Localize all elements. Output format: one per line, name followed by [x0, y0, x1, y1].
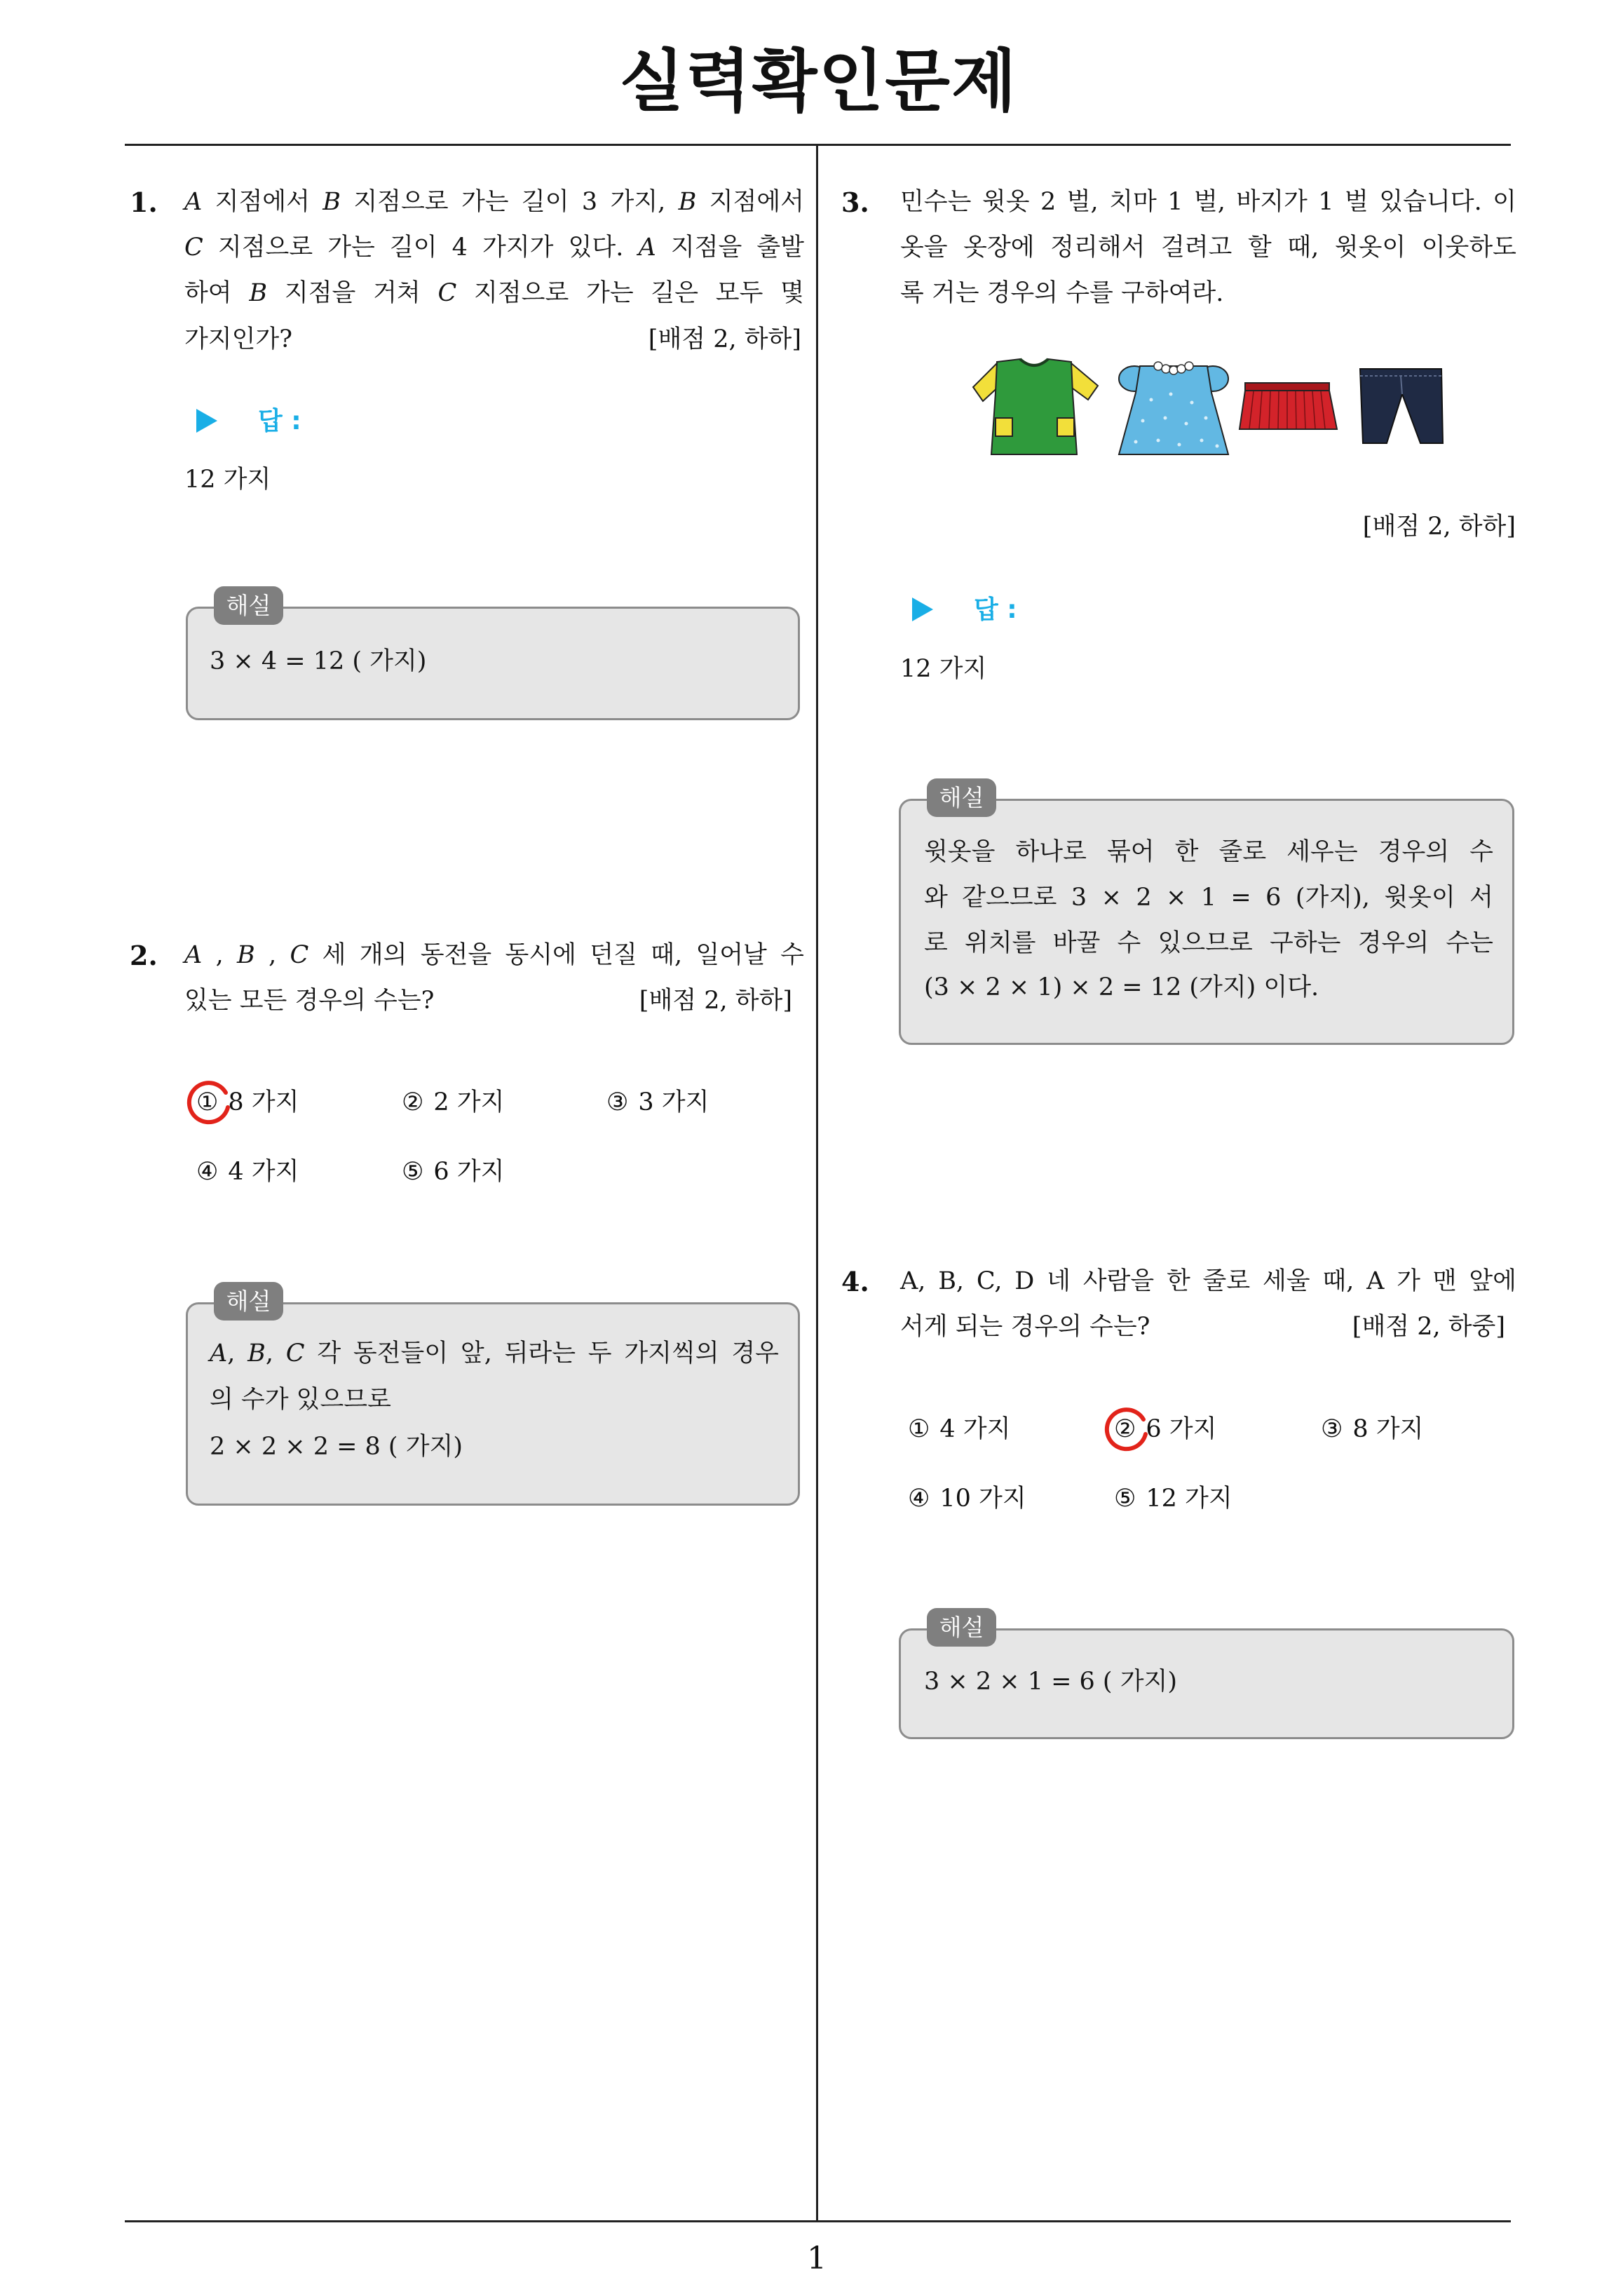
- answer-text: 12 가지: [184, 466, 271, 494]
- explanation-text-line: (3 × 2 × 1) × 2 = 12 (가지) 이다.: [924, 973, 1319, 1001]
- math-variable: A: [210, 1339, 228, 1368]
- play-triangle-icon: [912, 597, 933, 621]
- choice-4: [908, 1476, 1026, 1522]
- answer-label: 답 :: [974, 595, 1017, 624]
- explanation-text-line: 3 × 2 × 1 = 6 ( 가지): [924, 1668, 1177, 1696]
- choice-text: 8 가지: [1352, 1415, 1424, 1443]
- choice-text: 10 가지: [939, 1485, 1026, 1513]
- green-top-icon: [973, 359, 1098, 454]
- jeans-icon: [1360, 369, 1443, 443]
- choice-4: [196, 1149, 299, 1195]
- choice-2: [402, 1080, 504, 1126]
- math-variable: C: [290, 941, 309, 969]
- math-variable: B: [237, 941, 255, 969]
- page-title: 실력확인문제: [619, 42, 1018, 121]
- choice-3: [606, 1080, 709, 1126]
- question-number: 3.: [841, 187, 869, 218]
- question-text-line: 가지인가?: [184, 325, 293, 353]
- question-text-line: A , B , C 세 개의 동전을 동시에 던질 때, 일어날 수: [184, 941, 804, 969]
- explanation-text-line: 와 같으므로 3 × 2 × 1 = 6 (가지), 윗옷이 서: [924, 884, 1493, 912]
- red-skirt-icon: [1240, 383, 1337, 429]
- choice-3: [1321, 1407, 1423, 1452]
- choice-marker: ②: [1114, 1415, 1136, 1443]
- choice-5: [1114, 1476, 1232, 1522]
- explanation-text-line: 3 × 4 = 12 ( 가지): [210, 647, 427, 675]
- explanation-label: 해설: [214, 586, 283, 625]
- explanation-label: 해설: [927, 778, 996, 817]
- answer-label: 답 :: [258, 407, 301, 435]
- explanation-text-line: 의 수가 있으므로: [210, 1386, 391, 1414]
- choice-1: [908, 1407, 1010, 1452]
- explanation-label: 해설: [927, 1608, 996, 1647]
- question-number: 4.: [841, 1266, 869, 1297]
- score-tag: [배점 2, 하중]: [1352, 1313, 1505, 1341]
- question-text-line: 있는 모든 경우의 수는?: [184, 987, 435, 1015]
- explanation-text-line: 윗옷을 하나로 묶어 한 줄로 세우는 경우의 수: [924, 838, 1493, 866]
- explanation-text-line: A, B, C 각 동전들이 앞, 뒤라는 두 가지씩의 경우: [210, 1339, 779, 1368]
- score-tag: [배점 2, 하하]: [1362, 513, 1516, 541]
- page-number: 1: [807, 2241, 827, 2276]
- choice-marker: ①: [196, 1088, 219, 1116]
- answer-mark-circle: [1101, 1404, 1152, 1454]
- explanation-label: 해설: [214, 1282, 283, 1321]
- choice-marker: ①: [908, 1415, 930, 1443]
- question-text-line: A 지점에서 B 지점으로 가는 길이 3 가지, B 지점에서: [184, 188, 804, 216]
- question-number: 2.: [130, 940, 158, 971]
- choice-marker: ④: [196, 1158, 219, 1186]
- math-variable: C: [184, 234, 203, 262]
- math-variable: B: [247, 1339, 266, 1368]
- math-variable: A: [184, 188, 203, 216]
- choice-5: [402, 1149, 504, 1195]
- math-variable: A: [184, 941, 203, 969]
- question-text-line: 하여 B 지점을 거쳐 C 지점으로 가는 길은 모두 몇: [184, 279, 804, 307]
- choice-1: [196, 1080, 299, 1126]
- choice-text: 2 가지: [433, 1088, 505, 1116]
- math-variable: B: [678, 188, 697, 216]
- math-variable: A: [638, 234, 656, 262]
- choice-marker: ③: [606, 1088, 629, 1116]
- choice-marker: ②: [402, 1088, 424, 1116]
- answer-text: 12 가지: [900, 655, 987, 683]
- question-text-line: 록 거는 경우의 수를 구하여라.: [900, 279, 1224, 307]
- choice-text: 6 가지: [1146, 1415, 1217, 1443]
- question-text-line: 서게 되는 경우의 수는?: [900, 1313, 1150, 1341]
- answer-mark-circle: [184, 1077, 234, 1128]
- blue-dress-icon: [1119, 362, 1228, 454]
- explanation-text-line: 2 × 2 × 2 = 8 ( 가지): [210, 1433, 463, 1461]
- play-triangle-icon: [196, 409, 217, 433]
- math-variable: B: [249, 279, 268, 307]
- column-divider: [816, 144, 818, 2221]
- math-variable: C: [437, 279, 457, 307]
- choice-text: 4 가지: [228, 1158, 299, 1186]
- question-text-line: 민수는 윗옷 2 벌, 치마 1 벌, 바지가 1 벌 있습니다. 이: [900, 188, 1516, 216]
- question-text-line: 옷을 옷장에 정리해서 걸려고 할 때, 윗옷이 이웃하도: [900, 234, 1516, 262]
- choice-text: 12 가지: [1146, 1485, 1232, 1513]
- footer-rule: [125, 2220, 1511, 2222]
- choice-marker: ③: [1321, 1415, 1343, 1443]
- question-number: 1.: [130, 187, 158, 218]
- choice-text: 6 가지: [433, 1158, 505, 1186]
- score-tag: [배점 2, 하하]: [648, 325, 801, 353]
- question-text-line: C 지점으로 가는 길이 4 가지가 있다. A 지점을 출발: [184, 234, 804, 262]
- choice-marker: ⑤: [1114, 1485, 1136, 1513]
- math-variable: B: [322, 188, 341, 216]
- choice-2: [1114, 1407, 1216, 1452]
- choice-marker: ④: [908, 1485, 930, 1513]
- choice-text: 8 가지: [228, 1088, 299, 1116]
- math-variable: C: [285, 1339, 305, 1368]
- question-text-line: A, B, C, D 네 사람을 한 줄로 세울 때, A 가 맨 앞에: [900, 1267, 1516, 1295]
- choice-marker: ⑤: [402, 1158, 424, 1186]
- score-tag: [배점 2, 하하]: [639, 987, 792, 1015]
- explanation-text-line: 로 위치를 바꿀 수 있으므로 구하는 경우의 수는: [924, 929, 1493, 957]
- clothes-illustration: [967, 351, 1451, 463]
- choice-text: 3 가지: [638, 1088, 709, 1116]
- choice-text: 4 가지: [939, 1415, 1011, 1443]
